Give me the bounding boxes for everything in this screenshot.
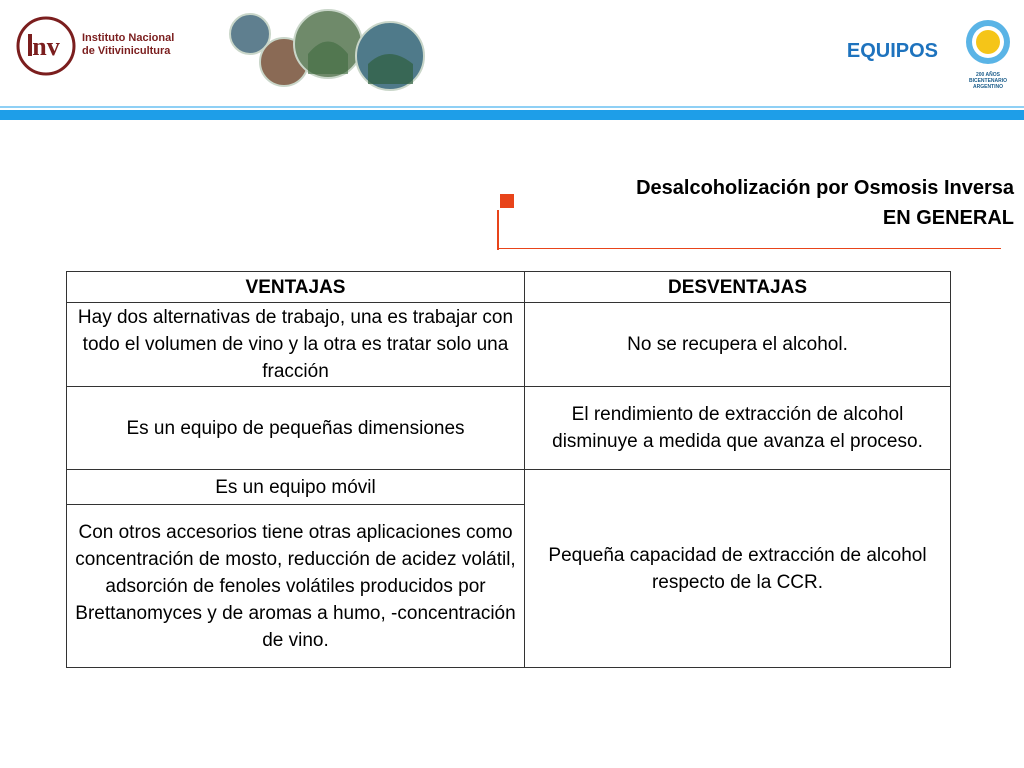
table-header-row: [67, 272, 951, 303]
bicentenario-emblem: [962, 16, 1014, 94]
desventaja-cell: El rendimiento de extracción de alcohol disminuye a medida que avanza el proceso.: [525, 387, 951, 470]
slide-header: [0, 0, 1024, 118]
subtitle-line-1: Desalcoholización por Osmosis Inversa: [636, 177, 1014, 199]
table-row: [67, 470, 951, 505]
header-title: EQUIPOS: [846, 40, 938, 62]
desventaja-cell: No se recupera el alcohol.: [525, 303, 951, 387]
ventaja-cell: Es un equipo móvil: [67, 470, 525, 505]
header-ventajas: VENTAJAS: [67, 272, 525, 303]
table-row: [67, 303, 951, 387]
inv-logo: [16, 16, 186, 76]
comparison-table: [66, 271, 951, 668]
desventaja-cell: Pequeña capacidad de extracción de alcohol respecto de la CCR.: [525, 470, 951, 668]
slide-subtitle: [520, 173, 1014, 233]
logo-line-1: Instituto Nacional: [82, 32, 175, 44]
ventaja-cell: Es un equipo de pequeñas dimensiones: [67, 387, 525, 470]
emblem-line-3: ARGENTINO: [973, 84, 1003, 90]
logo-line-2: de Vitivinicultura: [82, 45, 171, 57]
emblem-text: [962, 72, 1014, 90]
table-row: [67, 387, 951, 470]
logo-text: [82, 32, 202, 58]
inv-logo-icon: [16, 16, 76, 76]
orange-accent-vline: [497, 210, 499, 250]
orange-accent-hline: [497, 248, 1001, 249]
sun-emblem-icon: [962, 16, 1014, 72]
svg-text:nv: nv: [32, 32, 60, 61]
header-divider-bar: [0, 110, 1024, 120]
vineyard-photos: [228, 4, 438, 96]
ventaja-cell: Con otros accesorios tiene otras aplicaciones como concentración de mosto, reducción de acidez volátil, adsorción de fenoles volátiles producidos por Brettanomyces y de aromas a humo, -concentración de vino.: [67, 505, 525, 668]
subtitle-line-2: EN GENERAL: [882, 207, 1014, 229]
emblem-line-2: BICENTENARIO: [968, 78, 1008, 84]
header-desventajas: DESVENTAJAS: [525, 272, 951, 303]
orange-accent-square: [500, 194, 514, 208]
header-divider-thin: [0, 106, 1024, 108]
ventaja-cell: Hay dos alternativas de trabajo, una es trabajar con todo el volumen de vino y la otra es tratar solo una fracción: [67, 303, 525, 387]
emblem-line-1: 200 AÑOS: [976, 72, 1000, 78]
